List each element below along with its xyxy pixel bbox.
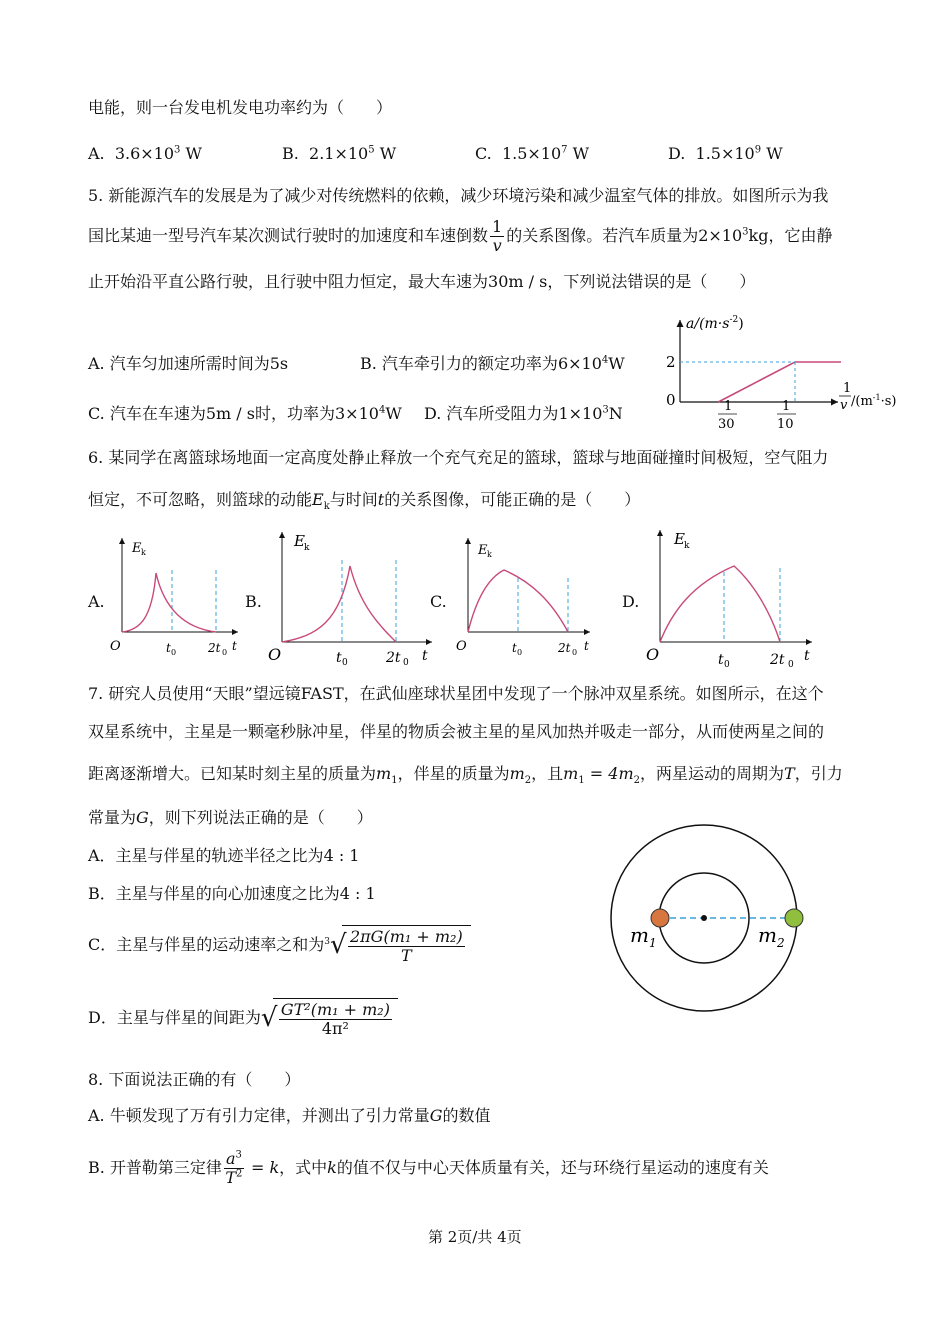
center-of-mass: [701, 915, 707, 921]
q6-label-c: C.: [430, 592, 447, 611]
q7-option-b: B．主星与伴星的向心加速度之比为4 : 1: [88, 884, 376, 903]
svg-text:0: 0: [788, 660, 794, 668]
x-axis-label-num: 1: [843, 381, 852, 396]
ek-curve: [660, 566, 780, 642]
star-m2: [785, 909, 803, 927]
q6-graph-c: [452, 530, 602, 658]
label-m2: $m_2$: [758, 923, 785, 950]
q6-graph-a: [104, 530, 249, 658]
q4-option-b: B. $2.1\times 10^5$ W: [282, 144, 397, 163]
q5-line2: 国比某迪一型号汽车某次测试行驶时的加速度和车速倒数 $\frac{1}{v}$ 的关系图像。若汽车质量为$2\times 10^3kg$，它由静: [88, 217, 833, 255]
q7-line3: 距离逐渐增大。已知某时刻主星的质量为$m_1$，伴星的质量为$m_2$，且$m_1 = 4m_2$，两星运动的周期为T，引力: [88, 764, 843, 787]
svg-text:O: O: [646, 645, 660, 664]
svg-text:2t: 2t: [558, 641, 571, 655]
svg-text:2t: 2t: [386, 650, 401, 666]
svg-text:O: O: [110, 639, 121, 654]
q8-option-a: A. 牛顿发现了万有引力定律，并测出了引力常量G的数值: [88, 1106, 491, 1125]
svg-text:0: 0: [724, 660, 730, 668]
q7-line2: 双星系统中，主星是一颗毫秒脉冲星，伴星的物质会被主星的星风加热并吸走一部分，从而使两星之间的: [88, 722, 825, 741]
q6-label-a: A.: [88, 592, 105, 611]
q7-line4: 常量为G，则下列说法正确的是（ ）: [88, 808, 373, 827]
svg-text:t: t: [232, 639, 237, 653]
svg-text:t: t: [804, 648, 810, 664]
svg-text:t: t: [718, 652, 724, 668]
svg-text:0: 0: [517, 648, 523, 657]
x-tick1-num: 1: [724, 399, 733, 414]
svg-text:0: 0: [171, 648, 177, 657]
q8-option-b: B. 开普勒第三定律 $\frac{a^3}{T^2}$ = k，式中k的值不仅与中心天体质量有关，还与环绕行星运动的速度有关: [88, 1149, 769, 1187]
q5-option-b: B. 汽车牵引力的额定功率为$6\times 10^4W$: [360, 354, 625, 373]
q5-a-vs-1v-graph: [640, 312, 910, 432]
svg-text:t: t: [422, 648, 428, 664]
q5-option-d: D. 汽车所受阻力为$1\times 10^3N$: [424, 404, 623, 423]
x-tick2-den: 10: [777, 417, 794, 432]
svg-text:t: t: [166, 641, 171, 655]
q6-line1: 6. 某同学在离篮球场地面一定高度处静止释放一个充气充足的篮球，篮球与地面碰撞时间极短，空气阻力: [88, 448, 829, 467]
star-m1: [651, 909, 669, 927]
svg-text:E: E: [674, 530, 685, 548]
q6-line2: 恒定，不可忽略，则篮球的动能$E_k$与时间t的关系图像，可能正确的是（ ）: [88, 490, 641, 513]
q7-option-c: C．主星与伴星的运动速率之和为$^3$ √ $\frac{\text{2πG(m₁ + m₂)}}{T}$: [88, 922, 471, 966]
label-m1: $m_1$: [630, 923, 657, 950]
q5-line1: 5. 新能源汽车的发展是为了减少对传统燃料的依赖，减少环境污染和减少温室气体的排放。如图所示为我: [88, 186, 829, 205]
a-vs-1v-line: [718, 362, 841, 402]
q6-label-d: D.: [622, 592, 640, 611]
q8-line1: 8. 下面说法正确的有（ ）: [88, 1070, 301, 1089]
x-tick1-den: 30: [718, 417, 735, 432]
q6-graph-d: [642, 522, 822, 668]
svg-text:k: k: [684, 541, 690, 551]
svg-text:2t: 2t: [208, 641, 221, 655]
q5-line3: 止开始沿平直公路行驶，且行驶中阻力恒定，最大车速为30m / s，下列说法错误的是（ ）: [88, 272, 756, 291]
q5-option-c: C. 汽车在车速为5m / s时，功率为$3\times 10^4W$: [88, 404, 402, 423]
ek-curve: [282, 566, 396, 642]
q7-option-d: D．主星与伴星的间距为 √ $\frac{\text{GT²(m₁ + m₂)}}{\text{4π²}}$: [88, 998, 398, 1039]
svg-text:k: k: [487, 550, 492, 559]
q6-graph-b: [262, 524, 442, 668]
x-axis-label-den: v: [840, 398, 848, 413]
svg-text:O: O: [268, 645, 282, 664]
svg-text:k: k: [141, 548, 146, 557]
q4-option-a: A. $3.6\times 10^3$ W: [88, 144, 202, 163]
q7-line1: 7. 研究人员使用“天眼”望远镜FAST，在武仙座球状星团中发现了一个脉冲双星系统。如图所示，在这个: [88, 684, 824, 703]
svg-text:0: 0: [222, 648, 228, 657]
svg-text:0: 0: [403, 658, 409, 668]
svg-text:t: t: [584, 639, 589, 653]
svg-text:2t: 2t: [770, 652, 785, 668]
ek-curve: [122, 573, 216, 632]
page-footer: 第 2页/共 4页: [428, 1228, 522, 1246]
q4-option-c: C. $1.5\times 10^7$ W: [475, 144, 590, 163]
svg-text:0: 0: [572, 648, 578, 657]
q7-option-a: A．主星与伴星的轨迹半径之比为4 : 1: [88, 846, 360, 865]
svg-text:E: E: [478, 543, 488, 558]
q4-stem: 电能，则一台发电机发电功率约为（ ）: [88, 98, 393, 117]
x-tick2-num: 1: [782, 399, 791, 414]
svg-text:t: t: [512, 641, 517, 655]
q5-option-a: A. 汽车匀加速所需时间为5s: [88, 354, 289, 373]
svg-text:E: E: [132, 541, 142, 556]
origin-label: 0: [666, 391, 676, 409]
q4-option-d: D. $1.5\times 10^9$ W: [668, 144, 783, 163]
svg-text:E: E: [294, 532, 305, 550]
svg-text:t: t: [336, 650, 342, 666]
svg-text:k: k: [304, 543, 310, 553]
q6-label-b: B.: [245, 592, 262, 611]
y-tick-label: 2: [666, 353, 676, 371]
x-axis-label-unit: $/(m^{-1}\cdot s)$: [851, 393, 897, 409]
binary-star-figure: [604, 822, 814, 1016]
svg-text:O: O: [456, 639, 467, 654]
svg-text:0: 0: [342, 658, 348, 668]
y-axis-label: $a/(m\cdot s^{-2})$: [686, 315, 744, 332]
